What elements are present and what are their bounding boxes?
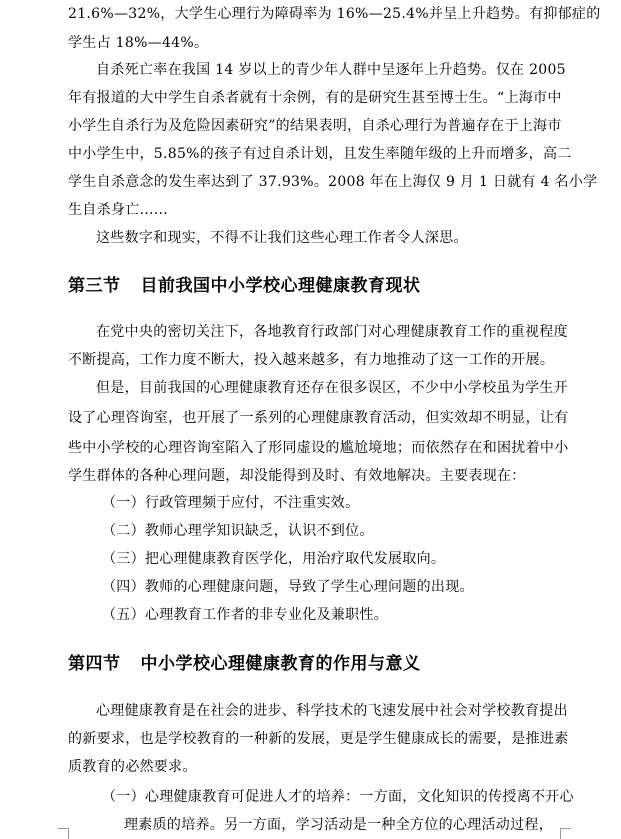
body-text-line: 在党中央的密切关注下，各地教育行政部门对心理健康教育工作的重视程度 [96,324,568,340]
section-title: 中小学校心理健康教育的作用与意义 [140,654,421,674]
list-item: （四）教师的心理健康问题，导致了学生心理问题的出现。 [102,579,474,595]
body-text-line: 年有报道的大中学生自杀者就有十余例，有的是研究生甚至博士生。“上海市中 [68,90,562,106]
body-text-line: 但是，目前我国的心理健康教育还存在很多误区，不少中小学校虽为学生开 [96,380,568,396]
body-text-line: 学生群体的各种心理问题，却没能得到及时、有效地解决。主要表现在： [68,468,526,484]
body-text-line: 设了心理咨询室，也开展了一系列的心理健康教育活动，但实效却不明显，让有 [68,410,569,426]
body-text-line: 的新要求，也是学校教育的一种新的发展，更是学生健康成长的需要，是推进素 [68,731,569,747]
body-text-line: 学生占 18%—44%。 [68,35,209,51]
list-item: （三）把心理健康教育医学化，用治疗取代发展取向。 [102,551,446,567]
body-text-line: 生自杀身亡…… [68,202,169,218]
section-heading [68,653,421,675]
body-text-line: 理素质的培养。另一方面，学习活动是一种全方位的心理活动过程， [124,817,553,833]
body-text-line: 自杀死亡率在我国 14 岁以上的青少年人群中呈逐年上升趋势。仅在 2005 [96,62,566,78]
section-heading [68,275,421,297]
page-corner-mark [560,828,571,839]
body-text-line: 这些数字和现实，不得不让我们这些心理工作者令人深思。 [96,230,468,246]
body-text-line: 些中小学校的心理咨询室陷入了形同虚设的尴尬境地；而依然存在和困扰着中小 [68,440,569,456]
body-text-line: 21.6%—32%，大学生心理行为障碍率为 16%—25.4%并呈上升趋势。有抑郁症的 [68,6,601,22]
list-item: （二）教师心理学知识缺乏，认识不到位。 [102,523,374,539]
body-text-line: 中小学生中，5.85%的孩子有过自杀计划，且发生率随年级的上升而增多，高二 [68,146,572,162]
body-text-line: 学生自杀意念的发生率达到了 37.93%。2008 年在上海仅 9 月 1 日就有 4 名小学 [68,174,598,190]
section-title: 目前我国中小学校心理健康教育现状 [140,276,421,296]
page-corner-mark [58,828,69,839]
section-number: 第三节 [68,276,121,296]
body-text-line: 小学生自杀行为及危险因素研究”的结果表明，自杀心理行为普遍存在于上海市 [68,118,562,134]
section-number: 第四节 [68,654,121,674]
list-item: （一）行政管理频于应付，不注重实效。 [102,495,360,511]
list-item: （五）心理教育工作者的非专业化及兼职性。 [102,607,388,623]
body-text-line: 不断提高，工作力度不断大，投入越来越多，有力地推动了这一工作的开展。 [68,352,555,368]
body-text-line: （一）心理健康教育可促进人才的培养：一方面，文化知识的传授离不开心 [102,789,574,805]
body-text-line: 心理健康教育是在社会的进步、科学技术的飞速发展中社会对学校教育提出 [96,703,568,719]
body-text-line: 质教育的必然要求。 [68,759,197,775]
